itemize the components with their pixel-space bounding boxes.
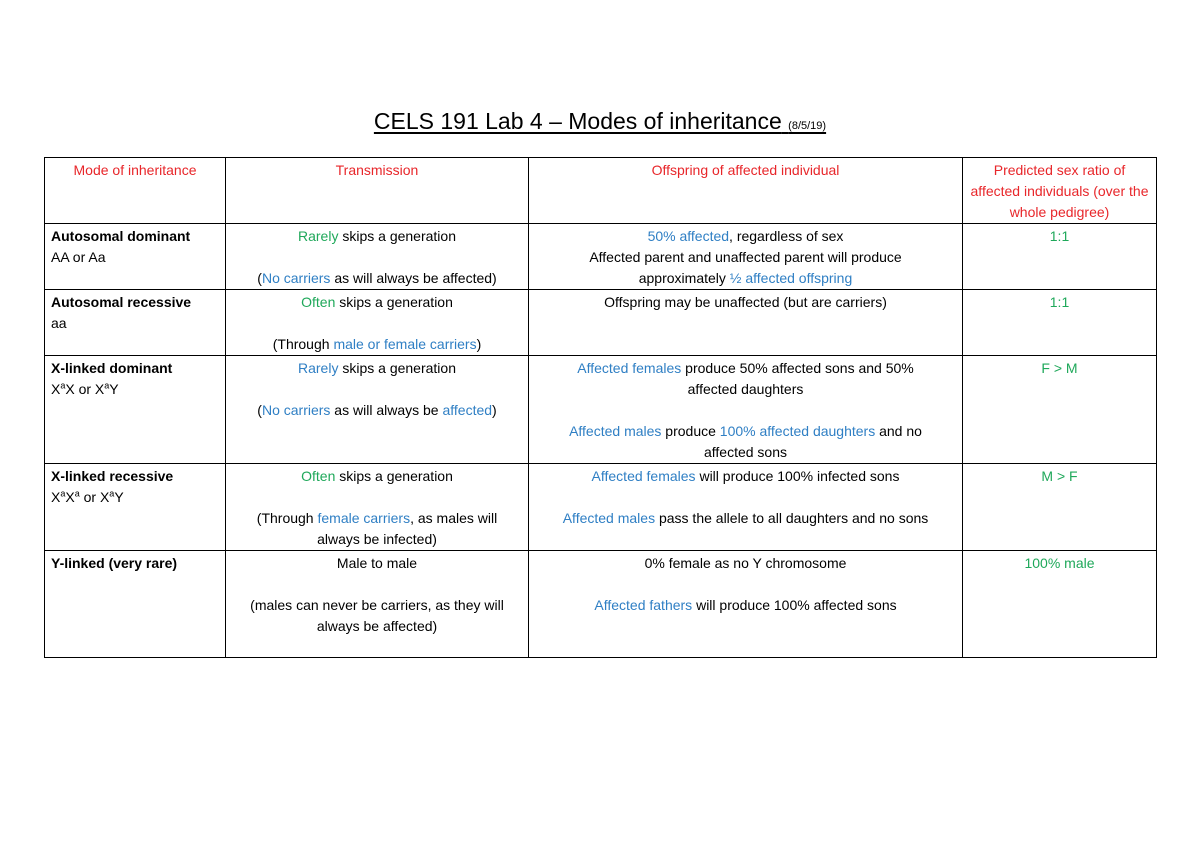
highlight-term: Affected females <box>591 468 696 484</box>
ratio-cell: M > F <box>963 464 1157 551</box>
text-fragment: X <box>51 381 61 397</box>
text-fragment: X <box>51 489 61 505</box>
table-row-autosomal-recessive <box>45 290 1157 356</box>
text-line: affected daughters <box>687 381 804 397</box>
ratio-cell: F > M <box>963 356 1157 464</box>
highlight-term: Often <box>301 468 336 484</box>
superscript: a <box>74 488 80 499</box>
text-fragment: skips a generation <box>335 294 453 310</box>
ratio-cell: 100% male <box>963 551 1157 658</box>
highlight-term: Rarely <box>298 228 339 244</box>
transmission-cell <box>226 356 529 464</box>
text-line: 0% female as no Y chromosome <box>644 555 847 571</box>
mode-name: Autosomal dominant <box>51 228 191 244</box>
text-fragment: skips a generation <box>338 228 456 244</box>
highlight-term: female carriers <box>317 510 411 526</box>
text-fragment: or X <box>79 489 110 505</box>
text-fragment: X or X <box>65 381 105 397</box>
highlight-term: 100% affected daughters <box>719 423 876 439</box>
mode-name: Y-linked (very rare) <box>51 555 178 571</box>
text-fragment: produce 50% affected sons and 50% <box>681 360 914 376</box>
text-fragment: skips a generation <box>338 360 456 376</box>
title-main: CELS 191 Lab 4 – Modes of inheritance <box>373 108 782 134</box>
highlight-term: Often <box>301 294 336 310</box>
header-offspring: Offspring of affected individual <box>529 158 963 224</box>
table-row-y-linked <box>45 551 1157 658</box>
page-title <box>0 108 1200 135</box>
text-fragment: Y <box>109 381 119 397</box>
superscript: a <box>60 380 66 391</box>
offspring-cell <box>529 551 963 658</box>
text-fragment: as will always be affected) <box>330 270 497 286</box>
mode-cell <box>45 224 226 290</box>
text-fragment: , regardless of sex <box>729 228 844 244</box>
highlight-term: Rarely <box>298 360 339 376</box>
highlight-term: male or female carriers <box>333 336 477 352</box>
highlight-term: ½ affected offspring <box>729 270 853 286</box>
text-fragment: , as males will <box>410 510 498 526</box>
table-row-autosomal-dominant <box>45 224 1157 290</box>
ratio-cell: 1:1 <box>963 224 1157 290</box>
highlight-term: Affected females <box>577 360 682 376</box>
text-fragment: X <box>65 489 75 505</box>
text-fragment: and no <box>875 423 922 439</box>
transmission-cell <box>226 224 529 290</box>
text-fragment: ( <box>257 402 262 418</box>
text-fragment: approximately <box>638 270 730 286</box>
text-line: Male to male <box>336 555 418 571</box>
mode-genotype: aa <box>51 315 67 331</box>
offspring-cell <box>529 290 963 356</box>
offspring-cell <box>529 224 963 290</box>
text-fragment: (Through <box>256 510 318 526</box>
text-line: (males can never be carriers, as they will <box>250 597 504 613</box>
table-row-x-linked-recessive <box>45 464 1157 551</box>
text-line: always be affected) <box>316 618 438 634</box>
text-fragment: as will always be <box>330 402 443 418</box>
text-fragment: ) <box>476 336 482 352</box>
offspring-cell <box>529 464 963 551</box>
superscript: a <box>60 488 66 499</box>
mode-name: X-linked dominant <box>51 360 173 376</box>
highlight-term: affected <box>442 402 493 418</box>
ratio-cell: 1:1 <box>963 290 1157 356</box>
transmission-cell <box>226 551 529 658</box>
text-line: Affected parent and unaffected parent will produce <box>589 249 902 265</box>
inheritance-table <box>44 157 1157 658</box>
transmission-cell <box>226 464 529 551</box>
header-transmission: Transmission <box>226 158 529 224</box>
header-ratio: Predicted sex ratio of affected individuals (over the whole pedigree) <box>963 158 1157 224</box>
highlight-term: Affected males <box>569 423 662 439</box>
text-fragment: produce <box>661 423 720 439</box>
mode-cell <box>45 551 226 658</box>
superscript: a <box>104 380 110 391</box>
mode-cell <box>45 290 226 356</box>
text-line: always be infected) <box>317 531 437 547</box>
mode-genotype: AA or Aa <box>51 249 106 265</box>
mode-genotype <box>51 487 219 508</box>
highlight-term: Affected fathers <box>594 597 693 613</box>
highlight-term: Affected males <box>562 510 656 526</box>
text-fragment: will produce 100% affected sons <box>692 597 897 613</box>
mode-name: Autosomal recessive <box>51 294 192 310</box>
text-fragment: pass the allele to all daughters and no sons <box>655 510 929 526</box>
mode-cell <box>45 356 226 464</box>
mode-genotype <box>51 379 219 400</box>
header-mode: Mode of inheritance <box>45 158 226 224</box>
table-row-x-linked-dominant <box>45 356 1157 464</box>
text-fragment: (Through <box>272 336 334 352</box>
highlight-term: 50% affected <box>647 228 730 244</box>
text-fragment: ) <box>492 402 497 418</box>
text-line: affected sons <box>703 444 788 460</box>
offspring-cell <box>529 356 963 464</box>
text-fragment: will produce 100% infected sons <box>695 468 900 484</box>
title-date: (8/5/19) <box>788 120 827 132</box>
text-fragment: Y <box>114 489 124 505</box>
superscript: a <box>109 488 115 499</box>
mode-name: X-linked recessive <box>51 468 174 484</box>
transmission-cell <box>226 290 529 356</box>
text-fragment: skips a generation <box>335 468 453 484</box>
text-line: Offspring may be unaffected (but are carriers) <box>604 294 887 310</box>
mode-cell <box>45 464 226 551</box>
text-fragment: ( <box>257 270 262 286</box>
highlight-term: No carriers <box>261 270 331 286</box>
table-header-row <box>45 158 1157 224</box>
highlight-term: No carriers <box>261 402 331 418</box>
